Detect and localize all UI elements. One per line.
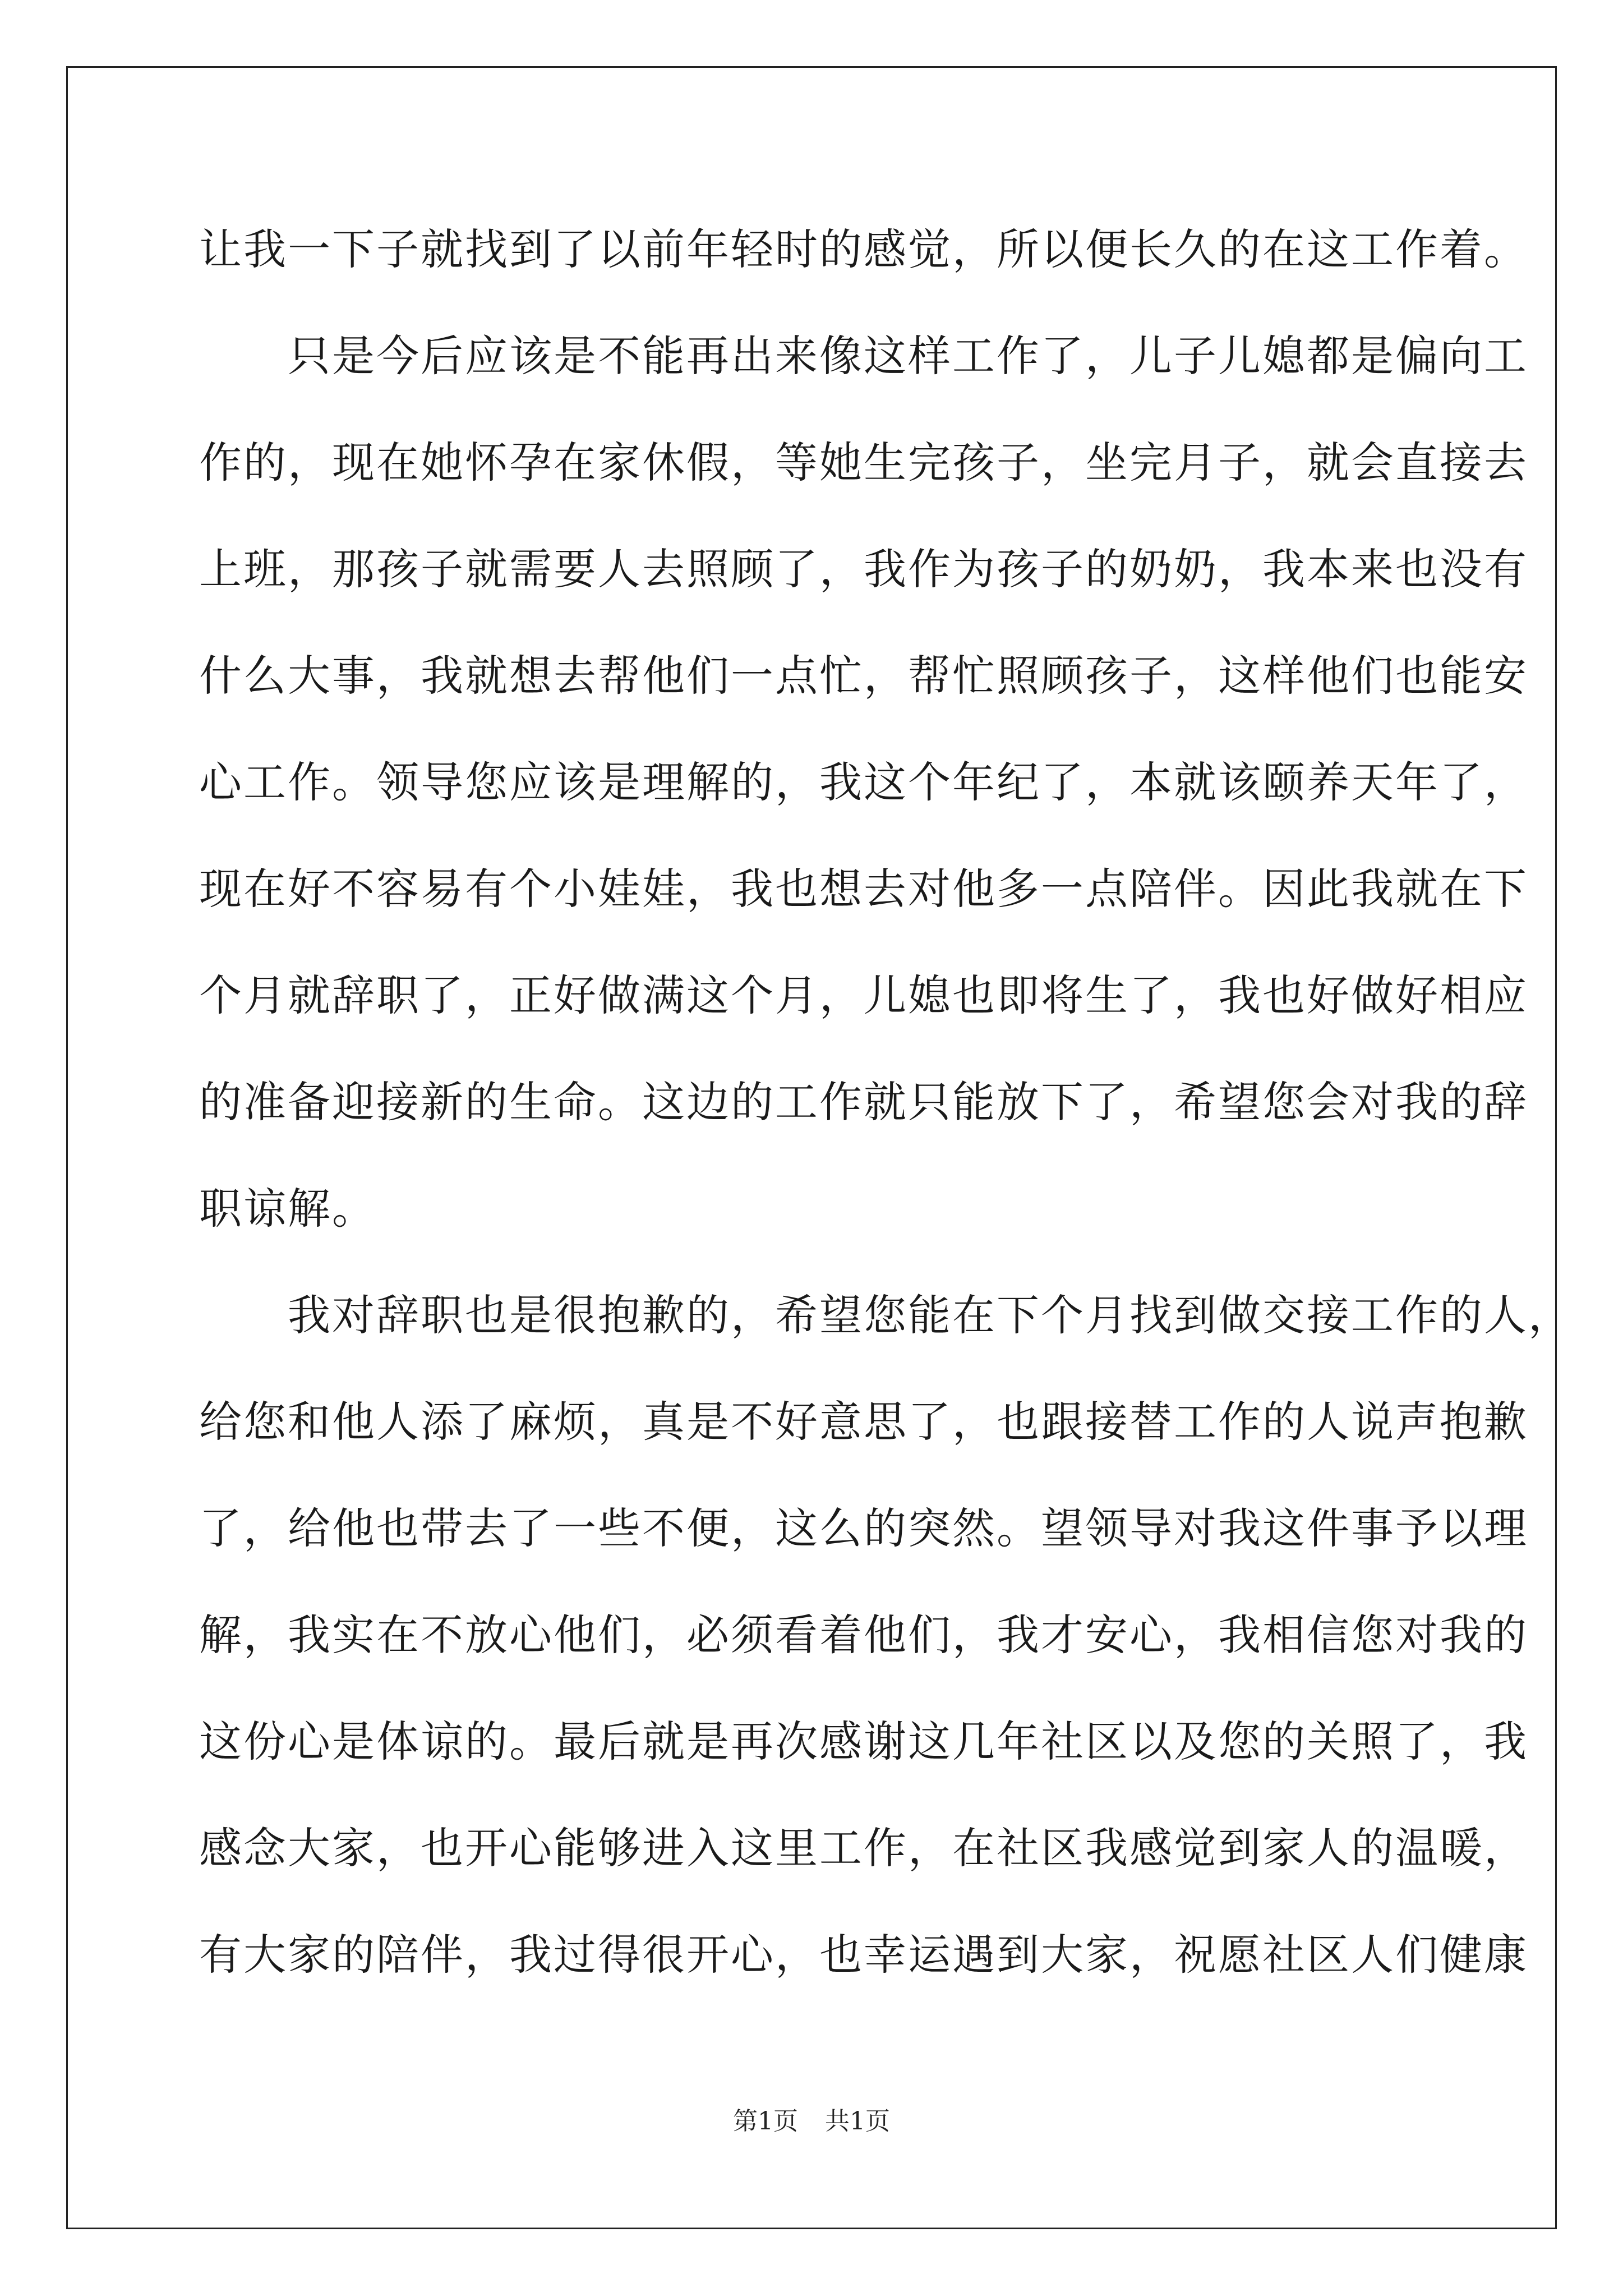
text-line: 感念大家，也开心能够进入这里工作，在社区我感觉到家人的温暖，	[199, 1823, 1528, 1873]
text-line: 让我一下子就找到了以前年轻时的感觉，所以便长久的在这工作着。	[199, 224, 1528, 274]
document-body	[199, 216, 1573, 2028]
page-total: 共1页	[825, 2107, 890, 2136]
text-line: 作的，现在她怀孕在家休假，等她生完孩子，坐完月子，就会直接去	[199, 438, 1528, 487]
text-line: 个月就辞职了，正好做满这个月，儿媳也即将生了，我也好做好相应	[199, 970, 1528, 1020]
text-line: 有大家的陪伴，我过得很开心，也幸运遇到大家，祝愿社区人们健康	[199, 1930, 1528, 1980]
text-line: 我对辞职也是很抱歉的，希望您能在下个月找到做交接工作的人，	[199, 1290, 1573, 1340]
text-line: 现在好不容易有个小娃娃，我也想去对他多一点陪伴。因此我就在下	[199, 864, 1528, 914]
text-line: 给您和他人添了麻烦，真是不好意思了，也跟接替工作的人说声抱歉	[199, 1397, 1528, 1447]
text-line: 职谅解。	[199, 1184, 376, 1234]
text-line: 只是今后应该是不能再出来像这样工作了，儿子儿媳都是偏向工	[199, 331, 1528, 381]
text-line: 上班，那孩子就需要人去照顾了，我作为孩子的奶奶，我本来也没有	[199, 544, 1528, 594]
page-number: 第1页	[733, 2107, 798, 2136]
text-line: 了，给他也带去了一些不便，这么的突然。望领导对我这件事予以理	[199, 1503, 1528, 1553]
text-line: 这份心是体谅的。最后就是再次感谢这几年社区以及您的关照了，我	[199, 1717, 1528, 1766]
text-line: 解，我实在不放心他们，必须看着他们，我才安心，我相信您对我的	[199, 1610, 1528, 1660]
text-line: 的准备迎接新的生命。这边的工作就只能放下了，希望您会对我的辞	[199, 1077, 1528, 1127]
text-line: 心工作。领导您应该是理解的，我这个年纪了，本就该颐养天年了，	[199, 757, 1528, 807]
text-line: 什么大事，我就想去帮他们一点忙，帮忙照顾孩子，这样他们也能安	[199, 651, 1528, 701]
page-footer	[0, 2105, 1623, 2138]
